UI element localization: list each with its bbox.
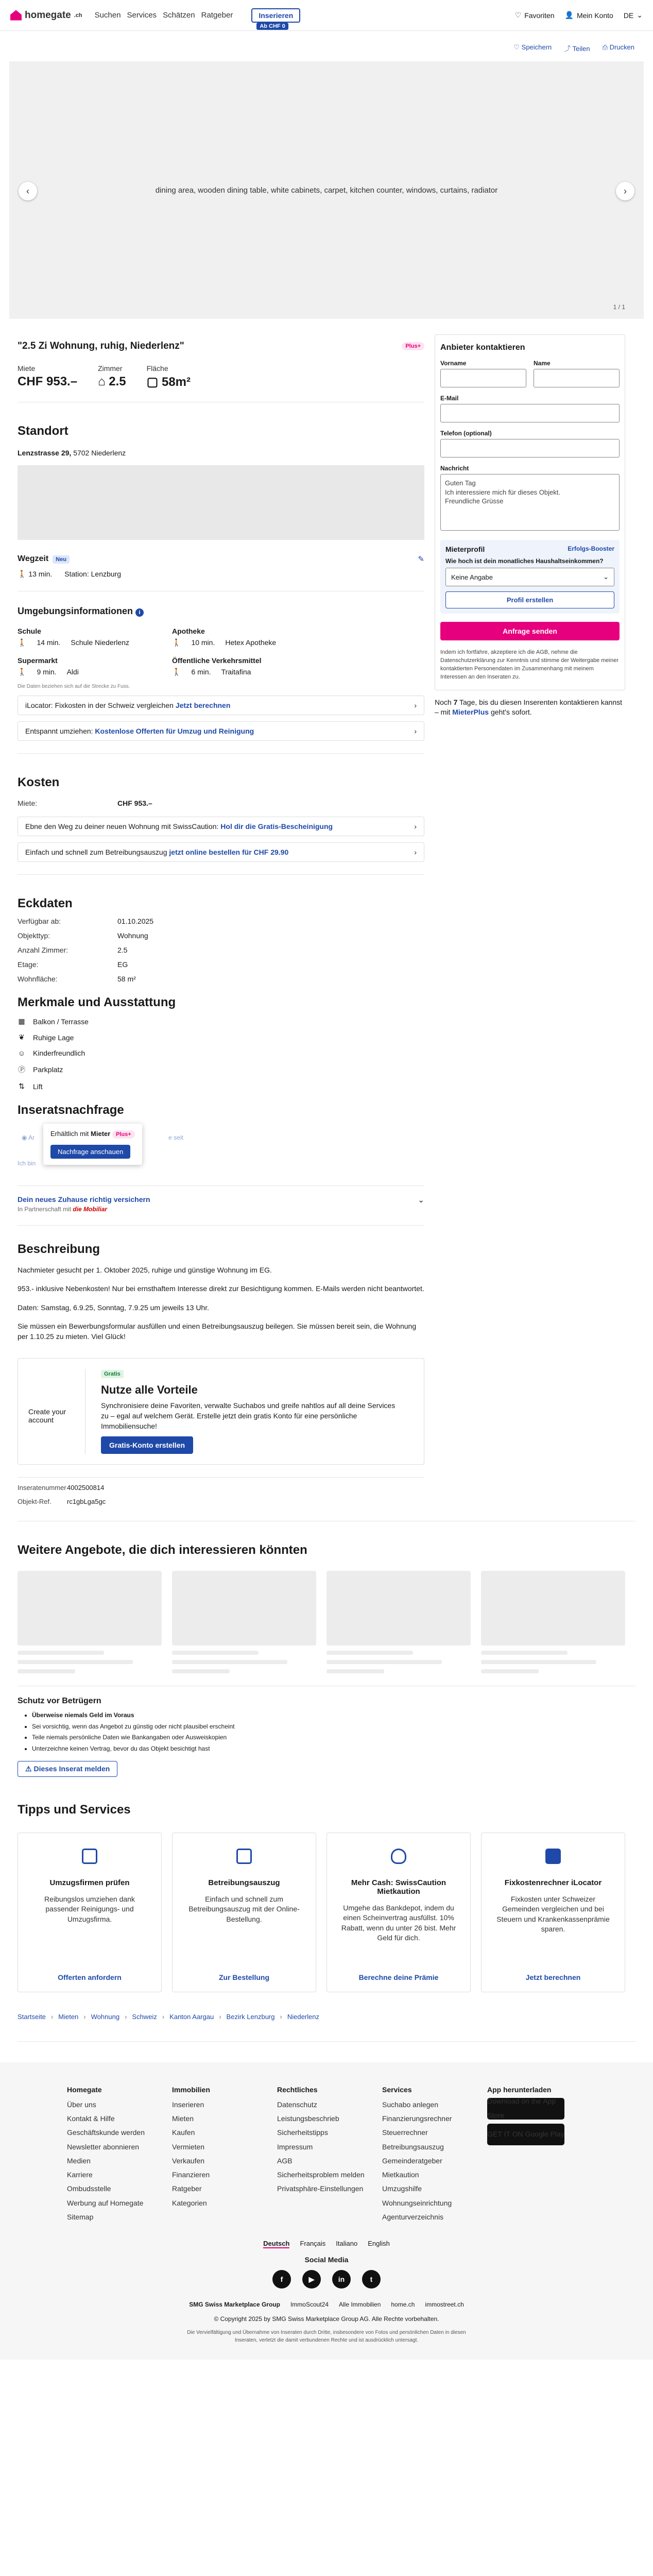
features-list: ▦ Balkon / Terrasse ❦ Ruhige Lage ☺ Kinderfreundlich Ⓟ Parkplatz ⇅ Lift (18, 1017, 89, 1091)
new-badge: Neu (53, 555, 70, 564)
listing-title: "2.5 Zi Wohnung, ruhig, Niederlenz" (18, 341, 184, 351)
fraud-protection: Schutz vor Betrügern • Überweise niemals Geld im Voraus • Sei vorsichtig, wenn das Angebot zu günstig oder nicht plausibel erscheint • Teile niemals persönliche Daten wie Bankangaben oder Ausweiskopien • Unterzeichne keinen Vertrag, bevor du das Objekt besichtigt hast ⚠ Dieses Inserat melden (18, 1697, 635, 1776)
walk-icon: 🚶 (18, 570, 27, 578)
area-value: 58m² (161, 375, 191, 389)
house-icon (10, 10, 22, 21)
rent-value: CHF 953.– (18, 375, 78, 388)
social-links (0, 2270, 653, 2289)
twitter-icon[interactable]: t (362, 2270, 381, 2289)
language-selector: Deutsch Français Italiano English (263, 2240, 390, 2248)
area-icon: ▢ (146, 375, 159, 389)
parking-icon: Ⓟ (18, 1065, 25, 1074)
send-request-button[interactable]: Anfrage senden (440, 622, 620, 640)
listing-card-placeholder[interactable] (481, 1571, 625, 1646)
listing-content: "2.5 Zi Wohnung, ruhig, Niederlenz" Plus+ Miete CHF 953.– Zimmer ⌂ 2.5 Fläche ▢ 58m² Standort Lenzstrasse 29, 5702 Niederlenz Wegzeit Neu ✎ 🚶 13 min. Station: Lenzburg Umgebungsinformationen i Schule 🚶 14 min. Schule Niederlenz Apotheke 🚶 10 min. Hetex Apotheke Supermarkt 🚶 9 min. Aldi Öffentliche Verkehrsmittel 🚶 6 min. Traitafina Die Daten beziehen sich auf die Strecke zu Fuss. iLocator: Fixkosten in der Schweiz vergleichen Jetzt berechnen › Entspannt umziehen: Kostenlose Offerten für Umzug und Reinigung › Kosten Miete: CHF 953.– Ebne den Weg zu deiner neuen Wohnung mit SwissCaution: Hol dir die Gratis-Bescheinigung › Einfach und schnell zum Betreibungsauszug jetzt online bestellen für CHF 29.90 › Eckdaten Verfügbar ab: 01.10.2025 Objekttyp: Wohnung Anzahl Zimmer: 2.5 Etage: EG Wohnfläche: 58 m² Merkmale und Ausstattung ▦ Balkon / Terrasse ❦ Ruhige Lage ☺ Kinderfreundlich Ⓟ Parkplatz ⇅ Lift Inseratsnachfrage ◉ Ar e seit Ich bin Erhältlich mit Mieter Plus+ Nachfrage anschauen Dein neues Zuhause richtig versichern In Partnerschaft mit die Mobiliar ⌄ Beschreibung Nachmieter gesucht per 1. Oktober 2025, ruhige und günstige Wohnung im EG. 953.- inklusive Nebenkosten! Nur bei ernsthaftem Interesse direkt zur Besichtigung kommen. E-Mails werden nicht beantwortet. Daten: Samstag, 6.9.25, Sonntag, 7.9.25 um jeweils 13 Uhr. Sie müssen ein Bewerbungsformular ausfüllen und einen Betreibungsauszug beilegen. Sie müssen bereit sein, die Wohnung per 1.10.25 zu mieten. Viel Glück! Create your account Gratis Nutze alle Vorteile Synchronisiere deine Favoriten, verwalte Suchabos und greife nahtlos auf all deine Services zu – egal auf welchem Gerät. Erstelle jetzt dein gratis Konto für eine persönliche Immobiliensuche! Gratis-Konto erstellen Inseratenummer 4002500814 Objekt-Ref. rc1gbLga5gc (18, 341, 424, 1506)
share-bar (0, 31, 653, 53)
nav-schaetzen[interactable]: Schätzen (163, 11, 195, 20)
tip-card: Betreibungsauszug Einfach und schnell zum Betreibungsauszug mit der Online-Bestellung. Zur Bestellung (172, 1833, 316, 1992)
create-profile-button[interactable]: Profil erstellen (445, 591, 614, 608)
gallery-image-caption: dining area, wooden dining table, white cabinets, carpet, kitchen counter, windows, curtains, radiator (155, 185, 498, 195)
similar-heading: Weitere Angebote, die dich interessieren könnten (18, 1543, 307, 1557)
chevron-right-icon: › (414, 727, 417, 735)
save-button[interactable]: ♡ Speichern (513, 43, 552, 51)
contact-form: Anbieter kontaktieren Vorname Name E-Mail Telefon (optional) Nachricht Guten Tag Ich interessiere mich für dieses Objekt. Freundliche Grüsse Mieterprofil Erfolgs-Booster Wie hoch ist dein monatliches Haushaltseinkommen? Keine Angabe ⌄ Profil erstellen Anfrage senden Indem ich fortfahre, akzeptiere ich die AGB, nehme die Datenschutzerklärung zur Kenntnis und stimme der Weitergabe meiner kontaktierten Personendaten im Zusammenhang mit meinem Interessen an den Inseraten zu. (435, 334, 625, 690)
report-listing-button[interactable]: ⚠ Dieses Inserat melden (18, 1761, 117, 1777)
inquiry-section: ◉ Ar e seit Ich bin Erhältlich mit Mieter Plus+ Nachfrage anschauen (18, 1124, 424, 1185)
listing-card-placeholder[interactable] (18, 1571, 162, 1646)
contact-wait-note: Noch 7 Tage, bis du diesen Inserenten kontaktieren kannst – mit MieterPlus geht's sofort. (435, 698, 622, 717)
breadcrumb: Startseite › Mieten › Wohnung › Schweiz › Kanton Aargau › Bezirk Lenzburg › Niederlenz (18, 2013, 635, 2042)
favorites-link[interactable]: ♡ Favoriten (514, 11, 555, 20)
account-link[interactable]: 👤 Mein Konto (564, 11, 613, 20)
facts-table: Verfügbar ab: 01.10.2025 Objekttyp: Wohnung Anzahl Zimmer: 2.5 Etage: EG Wohnfläche: 58 m² (18, 917, 154, 983)
insurance-accordion[interactable]: Dein neues Zuhause richtig versichern In Partnerschaft mit die Mobiliar ⌄ (18, 1195, 424, 1213)
tip-card: Mehr Cash: SwissCaution Mietkaution Umgehe das Bankdepot, indem du einen Scheinvertrag ausfüllst. 10% Rabatt, wenn du unter 26 bist. Mehr Geld für dich. Berechne deine Prämie (326, 1833, 471, 1992)
heart-icon: ♡ (514, 11, 522, 19)
homegate-logo[interactable]: homegate .ch (10, 10, 82, 21)
walk-icon: 🚶 (172, 668, 181, 676)
facts-heading: Eckdaten (18, 896, 73, 910)
tip-link[interactable]: Offerten anfordern (58, 1973, 122, 1981)
account-cta: Create your account Gratis Nutze alle Vorteile Synchronisiere deine Favoriten, verwalte Suchabos und greife nahtlos auf all deine Services zu – egal auf welchem Gerät. Erstelle jetzt dein gratis Konto für eine persönliche Immobiliensuche! Gratis-Konto erstellen (18, 1358, 424, 1465)
inserieren-button[interactable]: Inserieren Ab CHF 0 (251, 8, 300, 23)
umzug-banner[interactable]: Entspannt umziehen: Kostenlose Offerten für Umzug und Reinigung › (18, 721, 424, 741)
header (0, 0, 653, 31)
description: Beschreibung Nachmieter gesucht per 1. Oktober 2025, ruhige und günstige Wohnung im EG. 953.- inklusive Nebenkosten! Nur bei ernsthaftem Interesse direkt zur Besichtigung kommen. E-Mails werden nicht beantwortet. Daten: Samstag, 6.9.25, Sonntag, 7.9.25 um jeweils 13 Uhr. Sie müssen ein Bewerbungsformular ausfüllen und einen Betreibungsauszug beilegen. Sie müssen bereit sein, die Wohnung per 1.10.25 zu mieten. Viel Glück! (18, 1242, 424, 1341)
key-facts: Miete CHF 953.– Zimmer ⌂ 2.5 Fläche ▢ 58m² (18, 364, 191, 389)
firstname-input[interactable] (440, 369, 526, 387)
app-store-badge[interactable]: Download on the App Store (487, 2098, 564, 2120)
gallery-counter: 1 / 1 (613, 303, 625, 311)
print-button[interactable]: ⎙ Drucken (602, 43, 634, 51)
group-links: SMG Swiss Marketplace Group ImmoScout24 Alle Immobilien home.ch immostreet.ch (189, 2301, 464, 2309)
location-map[interactable] (18, 465, 424, 540)
create-account-button[interactable]: Gratis-Konto erstellen (101, 1436, 193, 1454)
swisscaution-banner[interactable]: Ebne den Weg zu deiner neuen Wohnung mit SwissCaution: Hol dir die Gratis-Bescheinigung › (18, 817, 424, 836)
view-inquiry-button[interactable]: Nachfrage anschauen (50, 1145, 130, 1159)
tip-card: Fixkostenrechner iLocator Fixkosten unter Schweizer Gemeinden vergleichen und bei Steuern und Krankenkassenprämie sparen. Jetzt berechnen (481, 1833, 625, 1992)
mobiliar-logo: die Mobiliar (73, 1206, 108, 1213)
tenant-profile-box: Mieterprofil Erfolgs-Booster Wie hoch ist dein monatliches Haushaltseinkommen? Keine Angabe ⌄ Profil erstellen (440, 540, 620, 614)
wegzeit-heading: Wegzeit (18, 554, 49, 563)
costs-rent: CHF 953.– (117, 799, 152, 807)
info-icon[interactable]: i (135, 608, 144, 617)
similar-listings (18, 1571, 635, 1673)
gallery-next-button[interactable]: › (616, 182, 634, 200)
station-name: Station: Lenzburg (64, 570, 121, 578)
chevron-right-icon: › (414, 701, 417, 709)
tips-cards (18, 1833, 635, 1992)
walk-icon: 🚶 (172, 638, 181, 647)
footer: Homegate Über uns Kontakt & Hilfe Geschäftskunde werden Newsletter abonnieren Medien Karriere Ombudsstelle Werbung auf Homegate Sitemap Immobilien Inserieren Mieten Kaufen Vermieten Verkaufen Finanzieren Ratgeber Kategorien Rechtliches Datenschutz Leistungsbeschrieb Sicherheitstipps Impressum AGB Sicherheitsproblem melden Privatsphäre-Einstellungen Services Suchabo anlegen Finanzierungsrechner Steuerrechner Betreibungsauszug Gemeinderatgeber Mietkaution Umzugshilfe Wohnungseinrichtung Agenturverzeichnis App herunterladen Download on the App Store GET IT ON Google Play Deutsch Français Italiano English Social Media f ▶ in t SMG Swiss Marketplace Group ImmoScout24 Alle Immobilien home.ch immostreet.ch © Copyright 2025 by SMG Swiss Marketplace Group AG. Alle Rechte vorbehalten. Die Vervielfältigung und Übernahme von Inseraten durch Dritte, insbesondere von Fotos und persönlichen Daten in diesen Inseraten, verletzt die damit verbundenen Rechte und ist ausdrücklich untersagt. (0, 2062, 653, 2360)
box-icon (82, 1849, 97, 1864)
linkedin-icon[interactable]: in (332, 2270, 351, 2289)
elevator-icon: ⇅ (19, 1082, 25, 1090)
walk-icon: 🚶 (18, 668, 27, 676)
phone-field[interactable] (440, 439, 620, 457)
email-field[interactable] (440, 404, 620, 422)
tip-card: Umzugsfirmen prüfen Reibungslos umziehen dank passender Reinigungs- und Umzugsfirma. Offerten anfordern (18, 1833, 162, 1992)
contact-sidebar (435, 319, 625, 1505)
gallery-prev-button[interactable]: ‹ (19, 182, 37, 200)
balcony-icon: ▦ (18, 1017, 25, 1025)
walk-icon: 🚶 (18, 638, 27, 647)
ilocator-banner[interactable]: iLocator: Fixkosten in der Schweiz vergleichen Jetzt berechnen › (18, 696, 424, 715)
language-switch[interactable]: DE ⌄ (623, 11, 643, 20)
nav-services[interactable]: Services (127, 11, 157, 20)
image-gallery[interactable] (9, 61, 644, 319)
main-nav (95, 11, 239, 20)
rooms-value: 2.5 (109, 375, 126, 388)
listing-card-placeholder[interactable] (326, 1571, 471, 1646)
betreibung-banner[interactable]: Einfach und schnell zum Betreibungsauszug jetzt online bestellen für CHF 29.90 › (18, 842, 424, 862)
listing-ids: Inseratenummer 4002500814 Objekt-Ref. rc1gbLga5gc (18, 1484, 106, 1506)
shield-icon (391, 1849, 406, 1864)
warning-icon: ⚠ (25, 1764, 32, 1773)
env-heading: Umgebungsinformationen i (18, 606, 424, 617)
chevron-down-icon: ⌄ (637, 11, 643, 19)
google-play-badge[interactable]: GET IT ON Google Play (487, 2124, 564, 2145)
tip-link[interactable]: Zur Bestellung (218, 1973, 269, 1981)
rooms-icon: ⌂ (98, 375, 106, 388)
lastname-input[interactable] (534, 369, 620, 387)
chevron-down-icon: ⌄ (603, 573, 609, 581)
child-icon: ☺ (18, 1049, 26, 1057)
eye-icon: ◉ (22, 1134, 27, 1141)
message-textarea[interactable]: Guten Tag Ich interessiere mich für dieses Objekt. Freundliche Grüsse (440, 474, 620, 531)
map-icon (545, 1849, 561, 1864)
share-button[interactable]: ⤴ Teilen (564, 45, 590, 53)
nav-suchen[interactable]: Suchen (94, 11, 121, 20)
listing-card-placeholder[interactable] (172, 1571, 316, 1646)
inquiry-heading: Inseratsnachfrage (18, 1103, 124, 1117)
costs-heading: Kosten (18, 775, 60, 789)
mieterplus-link[interactable]: MieterPlus (452, 708, 489, 717)
youtube-icon[interactable]: ▶ (302, 2270, 321, 2289)
chevron-right-icon: › (414, 822, 417, 831)
edit-icon[interactable]: ✎ (418, 555, 424, 564)
tips-heading: Tipps und Services (18, 1802, 131, 1817)
success-booster-link[interactable]: Erfolgs-Booster (568, 545, 614, 552)
mieterplus-popover: Erhältlich mit Mieter Plus+ Nachfrage anschauen (43, 1124, 142, 1165)
gratis-badge: Gratis (101, 1370, 124, 1378)
inserieren-price-tag: Ab CHF 0 (256, 23, 288, 30)
features-heading: Merkmale und Ausstattung (18, 995, 176, 1009)
facebook-icon[interactable]: f (272, 2270, 291, 2289)
tip-link[interactable]: Jetzt berechnen (525, 1973, 581, 1981)
leaf-icon: ❦ (19, 1033, 25, 1041)
chevron-right-icon: › (414, 848, 417, 856)
document-icon (236, 1849, 252, 1864)
chevron-down-icon: ⌄ (418, 1196, 424, 1205)
plus-badge: Plus+ (402, 342, 424, 350)
nav-ratgeber[interactable]: Ratgeber (201, 11, 233, 20)
user-icon: 👤 (564, 11, 574, 19)
income-select[interactable]: Keine Angabe ⌄ (445, 568, 614, 586)
address: Lenzstrasse 29, 5702 Niederlenz (18, 449, 126, 457)
location-heading: Standort (18, 424, 68, 438)
tip-link[interactable]: Berechne deine Prämie (358, 1973, 439, 1981)
env-grid: Schule 🚶 14 min. Schule Niederlenz Apotheke 🚶 10 min. Hetex Apotheke Supermarkt 🚶 9 min. Aldi Öffentliche Verkehrsmittel 🚶 6 min. Traitafina (18, 627, 277, 676)
